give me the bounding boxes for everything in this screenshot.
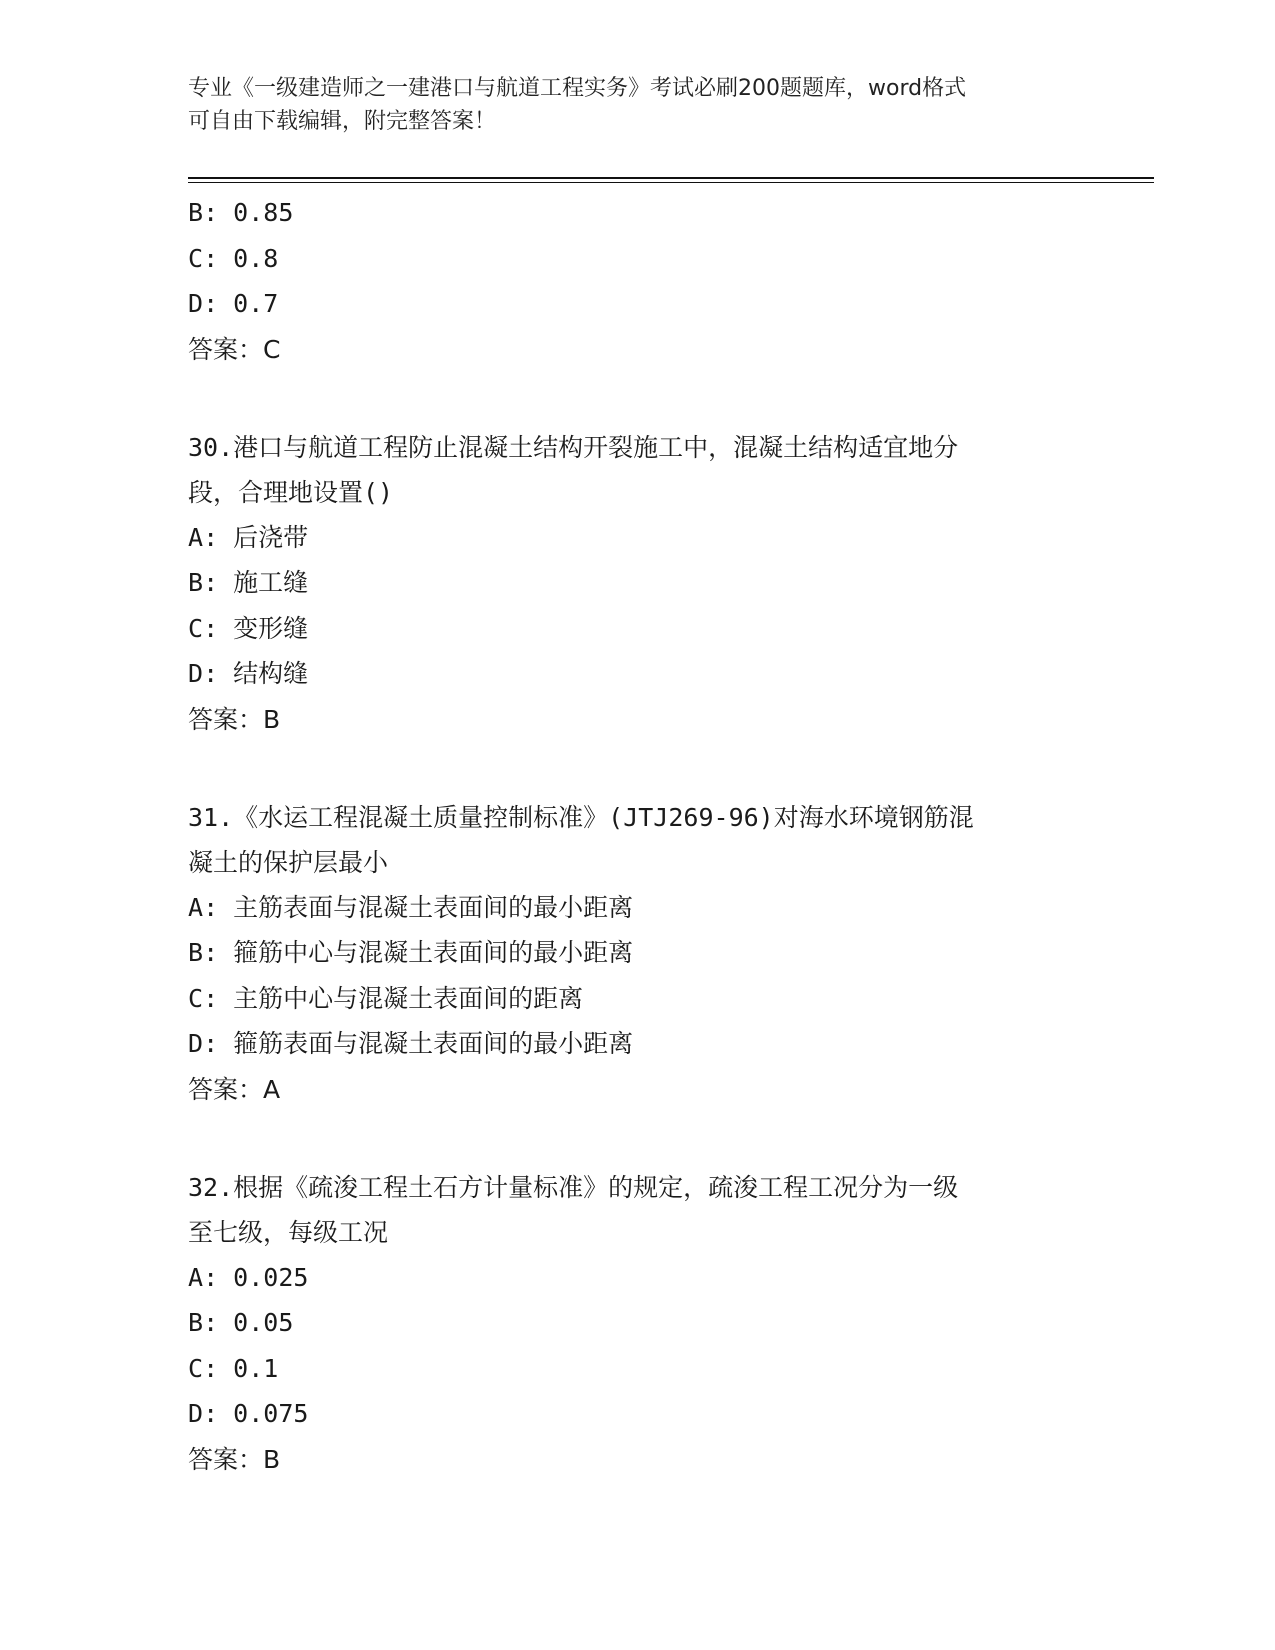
answer-label: 答案：	[188, 1074, 264, 1104]
question-number: 32.	[188, 1172, 234, 1202]
option-key: D	[188, 1399, 204, 1428]
option-b: B: 0.85	[188, 198, 294, 227]
answer-label: 答案：	[188, 1444, 264, 1474]
option-key: B	[188, 1308, 204, 1337]
option-key: C	[188, 613, 204, 643]
option-text: 施工缝	[233, 568, 309, 597]
answer-label: 答案：	[188, 704, 264, 734]
question-list	[188, 190, 1088, 1482]
page-header	[188, 72, 1088, 138]
header-line-1: 专业《一级建造师之一建港口与航道工程实务》考试必刷200题题库，word格式	[188, 76, 967, 101]
option-c: C: 0.8	[188, 243, 279, 273]
option-key: C	[188, 1353, 204, 1383]
option-key: D	[188, 289, 204, 318]
option-text: 箍筋中心与混凝土表面间的最小距离	[233, 938, 634, 967]
option-key: D	[188, 659, 204, 688]
option-c: C: 变形缝	[188, 613, 309, 643]
option-key: B	[188, 938, 204, 967]
option-d: D: 箍筋表面与混凝土表面间的最小距离	[188, 1029, 634, 1058]
answer-value: B	[263, 1444, 281, 1474]
option-text: 后浇带	[233, 522, 309, 552]
option-text: 箍筋表面与混凝土表面间的最小距离	[233, 1029, 634, 1058]
option-key: B	[188, 198, 204, 227]
answer-value: C	[263, 334, 281, 364]
question-text: 《水运工程混凝土质量控制标准》(JTJ269-96)对海水环境钢筋混	[233, 802, 974, 832]
option-text: 结构缝	[233, 659, 309, 688]
answer-value: A	[263, 1074, 281, 1104]
answer-line	[188, 1067, 1068, 1112]
option-text: 0.8	[233, 243, 279, 273]
answer-label: 答案：	[188, 334, 264, 364]
option-a: A: 后浇带	[188, 522, 309, 552]
option-key: C	[188, 243, 204, 273]
question-32	[188, 1165, 1068, 1482]
option-key: A	[188, 1262, 204, 1292]
answer-line	[188, 697, 1068, 742]
option-text: 变形缝	[233, 613, 309, 643]
question-stem-line: 至七级，每级工况	[188, 1217, 389, 1247]
option-key: C	[188, 983, 204, 1013]
option-key: A	[188, 892, 204, 922]
option-text: 主筋中心与混凝土表面间的距离	[233, 983, 584, 1013]
answer-line	[188, 327, 1088, 372]
option-d: D: 结构缝	[188, 659, 309, 688]
header-divider	[188, 177, 1154, 179]
question-stem-line: 段，合理地设置()	[188, 477, 394, 507]
question-stem-line	[188, 1165, 1068, 1210]
question-31	[188, 795, 1068, 1112]
header-divider-thin	[188, 182, 1154, 183]
option-text: 0.85	[233, 198, 294, 227]
option-key: A	[188, 522, 204, 552]
option-b: B: 0.05	[188, 1308, 294, 1337]
option-text: 主筋表面与混凝土表面间的最小距离	[233, 892, 634, 922]
option-c: C: 主筋中心与混凝土表面间的距离	[188, 983, 584, 1013]
question-29-continuation	[188, 190, 1088, 372]
header-line-2: 可自由下载编辑，附完整答案！	[188, 109, 497, 134]
option-b: B: 箍筋中心与混凝土表面间的最小距离	[188, 938, 634, 967]
option-key: D	[188, 1029, 204, 1058]
option-text: 0.025	[233, 1262, 309, 1292]
option-b: B: 施工缝	[188, 568, 309, 597]
option-text: 0.1	[233, 1353, 279, 1383]
question-stem-line	[188, 795, 1068, 840]
question-number: 31.	[188, 802, 234, 832]
question-30	[188, 425, 1068, 742]
question-stem-line: 凝土的保护层最小	[188, 847, 389, 877]
question-stem-line	[188, 425, 1068, 470]
option-d: D: 0.075	[188, 1399, 309, 1428]
option-text: 0.05	[233, 1308, 294, 1337]
option-text: 0.7	[233, 289, 279, 318]
option-c: C: 0.1	[188, 1353, 279, 1383]
option-text: 0.075	[233, 1399, 309, 1428]
option-a: A: 0.025	[188, 1262, 309, 1292]
option-key: B	[188, 568, 204, 597]
option-d: D: 0.7	[188, 289, 279, 318]
question-text: 根据《疏浚工程土石方计量标准》的规定，疏浚工程工况分为一级	[233, 1172, 959, 1202]
answer-value: B	[263, 704, 281, 734]
option-a: A: 主筋表面与混凝土表面间的最小距离	[188, 892, 634, 922]
question-text: 港口与航道工程防止混凝土结构开裂施工中，混凝土结构适宜地分	[233, 432, 959, 462]
answer-line	[188, 1437, 1068, 1482]
question-number: 30.	[188, 432, 234, 462]
